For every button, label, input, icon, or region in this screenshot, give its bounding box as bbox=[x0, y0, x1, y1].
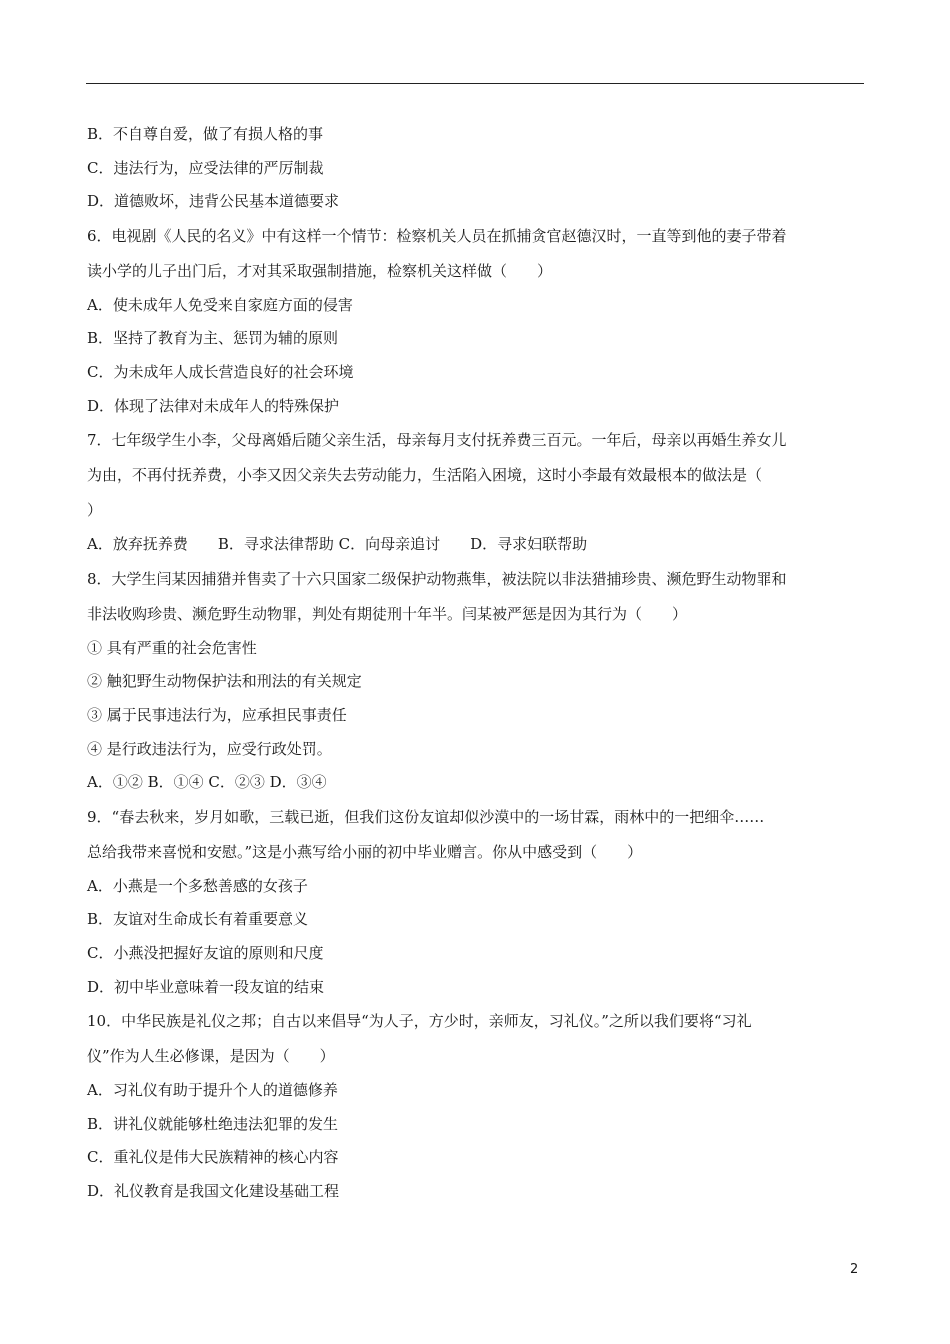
q6-option-c: C．为未成年人成长营造良好的社会环境 bbox=[87, 362, 354, 381]
question-7-stem: 7．七年级学生小李，父母离婚后随父亲生活，母亲每月支付抚养费三百元。一年后，母亲以再婚生养女儿 bbox=[87, 431, 787, 450]
q6-option-b: B．坚持了教育为主、惩罚为辅的原则 bbox=[87, 329, 339, 348]
document-body bbox=[87, 118, 865, 1208]
q9-option-d: D．初中毕业意味着一段友谊的结束 bbox=[87, 977, 325, 996]
header-rule bbox=[86, 83, 864, 84]
q6-option-a: A．使未成年人免受来自家庭方面的侵害 bbox=[87, 295, 353, 314]
question-9-stem: 9．“春去秋来，岁月如歌，三载已逝，但我们这份友谊却似沙漠中的一场甘霖，雨林中的一把细伞…… bbox=[87, 807, 765, 826]
question-7-stem-cont: 为由，不再付抚养费，小李又因父亲失去劳动能力，生活陷入困境，这时小李最有效最根本的做法是（ bbox=[87, 466, 763, 485]
q7-options: A．放弃抚养费 B．寻求法律帮助 C．向母亲追讨 D．寻求妇联帮助 bbox=[87, 535, 588, 554]
question-8-stem-cont: 非法收购珍贵、濒危野生动物罪，判处有期徒刑十年半。闫某被严惩是因为其行为（ ） bbox=[87, 604, 688, 623]
q9-option-a: A．小燕是一个多愁善感的女孩子 bbox=[87, 876, 308, 895]
page-number: 2 bbox=[850, 1262, 859, 1277]
option-c: C．违法行为，应受法律的严厉制裁 bbox=[87, 158, 324, 177]
q10-option-a: A．习礼仪有助于提升个人的道德修养 bbox=[87, 1081, 338, 1100]
question-8-stem: 8．大学生闫某因捕猎并售卖了十六只国家二级保护动物燕隼，被法院以非法猎捕珍贵、濒危野生动物罪和 bbox=[87, 569, 787, 588]
question-6-stem-cont: 读小学的儿子出门后，才对其采取强制措施，检察机关这样做（ ） bbox=[87, 261, 553, 280]
q6-option-d: D．体现了法律对未成年人的特殊保护 bbox=[87, 396, 340, 415]
q10-option-c: C．重礼仪是伟大民族精神的核心内容 bbox=[87, 1148, 339, 1167]
q9-option-b: B．友谊对生命成长有着重要意义 bbox=[87, 910, 309, 929]
question-6-stem: 6．电视剧《人民的名义》中有这样一个情节：检察机关人员在抓捕贪官赵德汉时，一直等到他的妻子带着 bbox=[87, 226, 787, 245]
option-d: D．道德败坏，违背公民基本道德要求 bbox=[87, 192, 340, 211]
q8-statement-3: ③ 属于民事违法行为，应承担民事责任 bbox=[87, 705, 347, 724]
question-10-stem-cont: 仪”作为人生必修课，是因为（ ） bbox=[87, 1047, 335, 1066]
q8-statement-2: ② 触犯野生动物保护法和刑法的有关规定 bbox=[87, 672, 362, 691]
q10-option-b: B．讲礼仪就能够杜绝违法犯罪的发生 bbox=[87, 1114, 339, 1133]
q10-option-d: D．礼仪教育是我国文化建设基础工程 bbox=[87, 1181, 340, 1200]
q8-statement-4: ④ 是行政违法行为，应受行政处罚。 bbox=[87, 739, 332, 758]
q9-option-c: C．小燕没把握好友谊的原则和尺度 bbox=[87, 943, 324, 962]
question-10-stem: 10．中华民族是礼仪之邦；自古以来倡导“为人子，方少时，亲师友，习礼仪。”之所以我们要将“习礼 bbox=[87, 1012, 752, 1031]
q8-statement-1: ① 具有严重的社会危害性 bbox=[87, 638, 257, 657]
option-b: B．不自尊自爱，做了有损人格的事 bbox=[87, 125, 324, 143]
question-9-stem-cont: 总给我带来喜悦和安慰。”这是小燕写给小丽的初中毕业赠言。你从中感受到（ ） bbox=[87, 842, 643, 861]
question-7-stem-end: ） bbox=[87, 501, 103, 520]
q8-options: A．①② B．①④ C．②③ D．③④ bbox=[87, 773, 327, 792]
